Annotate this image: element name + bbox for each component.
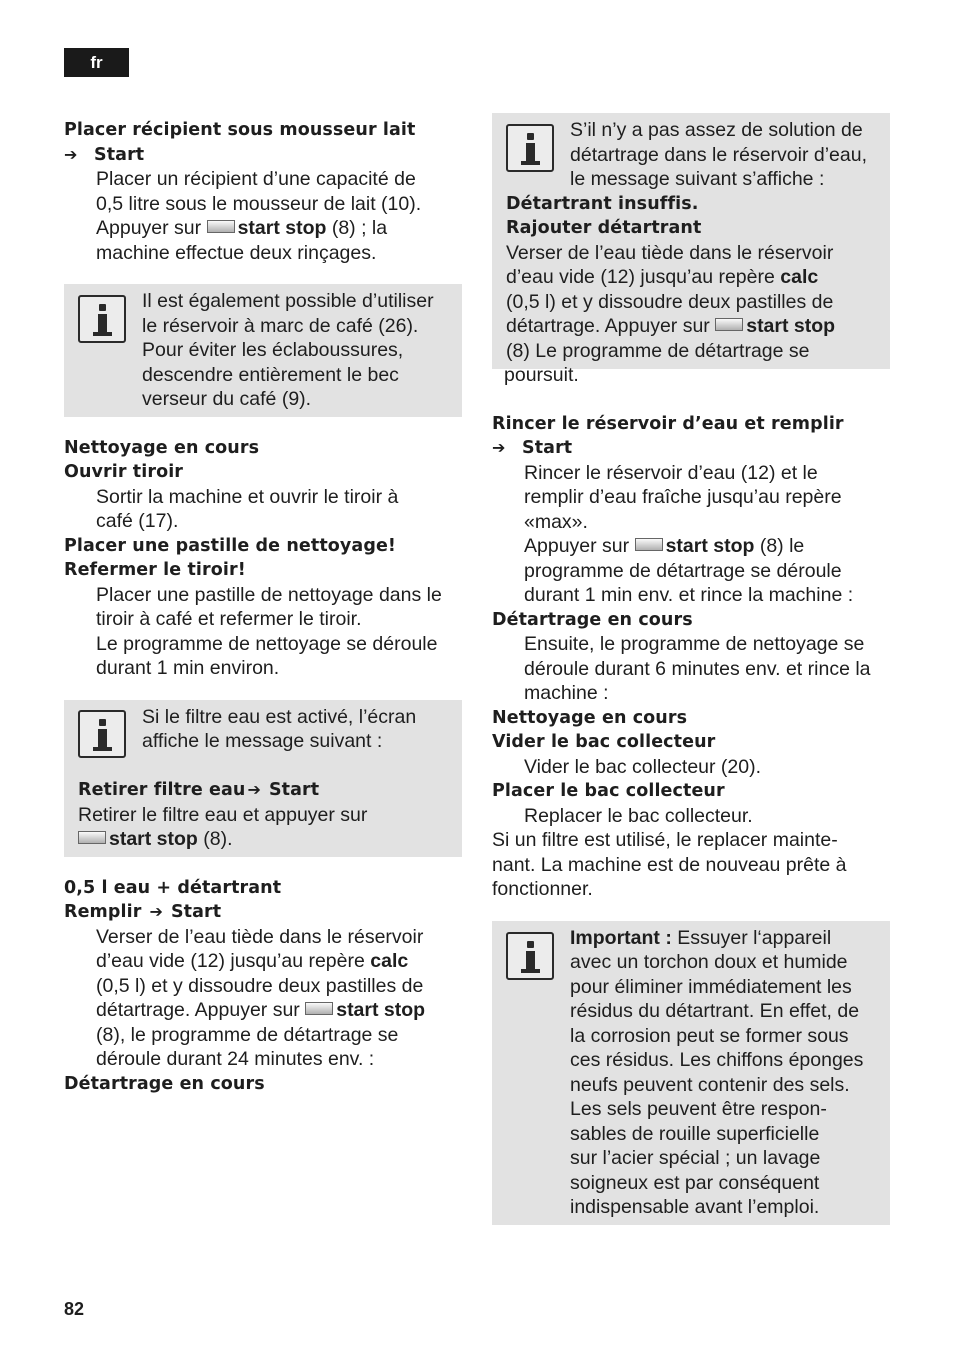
instruction-text: Vider le bac collecteur (20). — [524, 755, 762, 778]
display-message: Rincer le réservoir d’eau et remplir — [492, 413, 844, 434]
display-message: Nettoyage en cours — [492, 707, 688, 728]
start-stop-button-icon — [78, 831, 106, 844]
start-stop-button-icon — [305, 1002, 333, 1015]
right-column — [492, 113, 890, 1225]
instruction-text: Rincer le réservoir d’eau (12) et le remplir d’eau fraîche jusqu’au repère «max». Appuyer sur start stop (8) le programme de détartrage se déroule durant 1 min env. et rince la machine : — [524, 461, 854, 606]
info-icon — [78, 295, 126, 343]
display-message: Détartrage en cours — [492, 609, 693, 630]
display-message: Refermer le tiroir! — [64, 560, 246, 580]
display-start: ➔ Start — [64, 143, 462, 168]
arrow-right-icon: ➔ — [64, 144, 78, 164]
display-message: Placer le bac collecteur — [492, 781, 725, 801]
section-cleaning — [64, 436, 462, 681]
display-message: Ouvrir tiroir — [64, 462, 184, 482]
arrow-right-icon: ➔ — [149, 902, 163, 921]
display-message: 0,5 l eau + détartrant — [64, 877, 282, 898]
instruction-text: Replacer le bac collecteur. — [524, 804, 753, 827]
display-start: ➔ Start — [492, 436, 890, 461]
arrow-right-icon: ➔ — [247, 780, 261, 799]
instruction-text: Placer une pastille de nettoyage dans le tiroir à café et refermer le tiroir. Le programme de nettoyage se déroule durant 1 min environ. — [96, 583, 442, 679]
instruction-text: Verser de l’eau tiède dans le réservoir d’eau vide (12) jusqu’au repère calc (0,5 l) et y dissoudre deux pastilles de détartrage. Appuyer sur start stop (8), le programme de détartrage se déroule durant 24 minutes env. : — [96, 925, 426, 1070]
start-stop-button-icon — [207, 220, 235, 233]
instruction-text: Ensuite, le programme de nettoyage se déroule durant 6 minutes env. et rince la machine : — [524, 633, 871, 704]
display-message: Remplir ➔ Start — [64, 902, 222, 922]
display-message: Rajouter détartrant — [506, 218, 702, 238]
start-stop-button-icon — [715, 318, 743, 331]
start-stop-button-icon — [635, 538, 663, 551]
info-icon — [78, 710, 126, 758]
info-box-important: Important : Essuyer l‘appareil avec un torchon doux et humide pour éliminer immédiatement les résidus du détartrant. En effet, de la corrosion peut se former sous ces résidus. Les chiffons éponges neufs peuvent contenir des sels. Les sels peuvent être respon- sables de rouille superficielle sur l’acier spécial ; un lavage soigneux est par conséquent indispensable avant l’emploi. — [492, 921, 890, 1225]
display-message: Nettoyage en cours — [64, 437, 260, 458]
arrow-right-icon: ➔ — [492, 438, 506, 457]
info-box: Il est également possible d’utiliser le réservoir à marc de café (26). Pour éviter les éclaboussures, descendre entièrement le bec verseur du café (9). — [64, 284, 462, 417]
info-box-insufficient: S’il n’y a pas assez de solution de détartrage dans le réservoir d’eau, le message suivant s’affiche : Détartrant insuffis. Rajouter détartrant Verser de l’eau tiède dans le réservoir d’eau vide (12) jusqu’au repère calc (0,5 l) et y dissoudre deux pastilles de détartrage. Appuyer sur start stop (8) Le programme de détartrage se poursuit. — [492, 113, 890, 388]
display-message: Vider le bac collecteur — [492, 732, 716, 752]
instruction-text: Sortir la machine et ouvrir le tiroir à café (17). — [96, 485, 399, 532]
language-tab: fr — [64, 48, 129, 77]
display-message: Retirer filtre eau ➔ Start — [78, 780, 320, 800]
section-descaling — [64, 876, 462, 1097]
left-column — [64, 118, 462, 1096]
page-number: 82 — [64, 1299, 85, 1319]
info-icon — [506, 932, 554, 980]
display-message: Détartrant insuffis. — [506, 193, 699, 214]
instruction-text: Placer un récipient d’une capacité de 0,5 litre sous le mousseur de lait (10). Appuyer sur start stop (8) ; la machine effectue deux rinçages. — [96, 168, 422, 264]
info-icon — [506, 124, 554, 172]
paragraph: Si un filtre est utilisé, le replacer mainte- nant. La machine est de nouveau prête à fonctionner. — [492, 829, 847, 900]
section-rinse — [492, 412, 890, 902]
info-box: Si le filtre eau est activé, l’écran affiche le message suivant : Retirer filtre eau ➔ Start Retirer le filtre eau et appuyer sur start stop (8). — [64, 700, 462, 857]
display-message: Placer une pastille de nettoyage! — [64, 535, 397, 556]
display-message: Détartrage en cours — [64, 1073, 265, 1094]
section-milk-frother — [64, 118, 462, 265]
display-message: Placer récipient sous mousseur lait — [64, 120, 416, 140]
